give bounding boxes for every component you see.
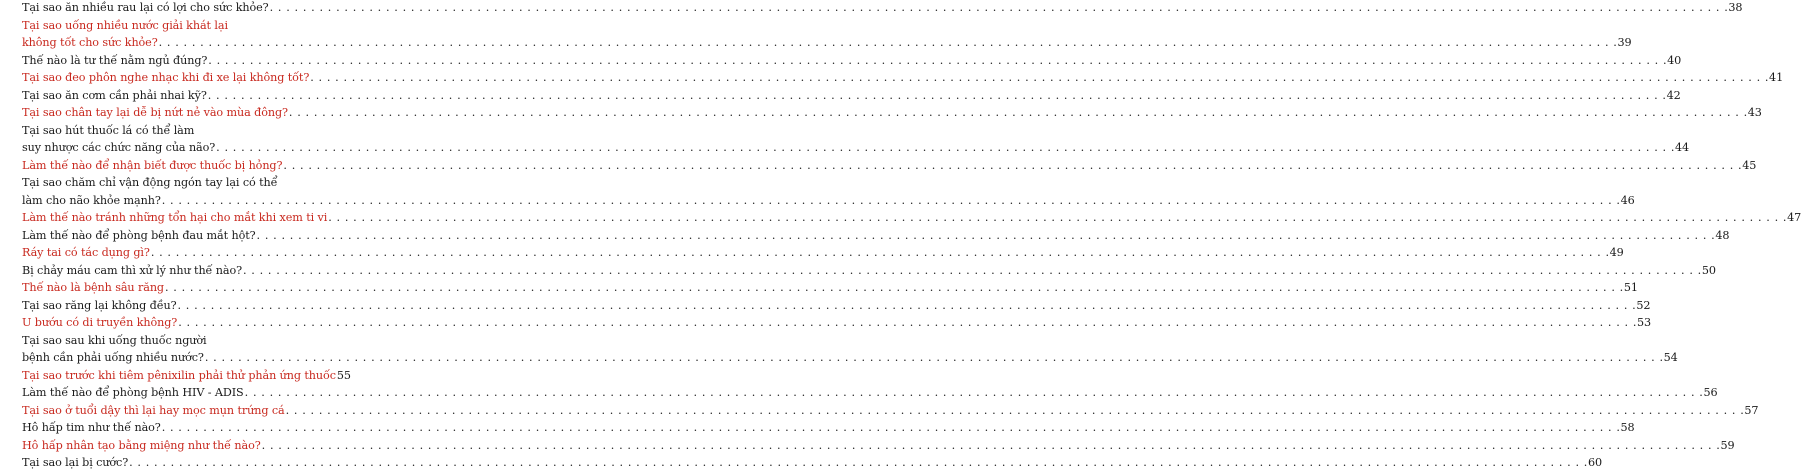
toc-entry-line bbox=[22, 174, 348, 192]
toc-page-number: 60 bbox=[1587, 456, 1602, 469]
toc-entry-title: Tại sao chân tay lại dễ bị nứt nẻ vào mùa đông? bbox=[22, 106, 288, 119]
toc-dot-leader bbox=[245, 384, 1704, 402]
toc-entry bbox=[22, 157, 1757, 175]
toc-dot-leader bbox=[328, 209, 1787, 227]
toc-entry-title: Làm thế nào để nhận biết được thuốc bị hỏng? bbox=[22, 158, 283, 172]
toc-page-number: 50 bbox=[1701, 263, 1716, 277]
toc-entry-last-line bbox=[22, 367, 351, 385]
toc-dot-leader bbox=[283, 157, 1742, 175]
toc-page-number: 38 bbox=[1728, 1, 1743, 14]
toc-dot-leader bbox=[162, 419, 1621, 437]
toc-entry-title: Làm thế nào để phòng bệnh HIV - ADIS bbox=[22, 386, 244, 399]
toc-entry-title: Làm thế nào tránh những tổn hại cho mắt khi xem ti vi bbox=[22, 211, 328, 224]
toc-dot-leader bbox=[310, 69, 1769, 87]
toc-entry-title: Ráy tai có tác dụng gì? bbox=[22, 246, 150, 259]
toc-entry-last-line bbox=[22, 437, 1735, 455]
toc-entry bbox=[22, 174, 1635, 209]
toc-page-number: 48 bbox=[1715, 228, 1730, 242]
toc-entry-title: Tại sao ăn cơm cần phải nhai kỹ? bbox=[22, 88, 207, 102]
toc-entry-last-line bbox=[22, 0, 1743, 17]
toc-page-number: 49 bbox=[1609, 246, 1624, 259]
toc-dot-leader bbox=[286, 402, 1745, 420]
toc-entry bbox=[22, 104, 1762, 122]
toc-entry-title: Tại sao hút thuốc lá có thể làm bbox=[22, 123, 195, 137]
toc-entry-title: Tại sao chăm chỉ vận động ngón tay lại có thể bbox=[22, 176, 278, 189]
toc-entry bbox=[22, 209, 1801, 227]
toc-entry bbox=[22, 227, 1730, 245]
toc-dot-leader bbox=[162, 192, 1621, 210]
toc-entry-title: bệnh cần phải uống nhiều nước? bbox=[22, 351, 204, 364]
toc-entry-title: Hô hấp nhân tạo bằng miệng như thế nào? bbox=[22, 438, 261, 452]
toc-dot-leader bbox=[151, 244, 1610, 262]
toc-entry bbox=[22, 402, 1759, 420]
toc-entry-last-line bbox=[22, 104, 1762, 122]
toc-dot-leader bbox=[257, 227, 1716, 245]
toc-entry-title: Bị chảy máu cam thì xử lý như thế nào? bbox=[22, 263, 242, 277]
toc-entry-title: Tại sao trước khi tiêm pênixilin phải thử phản ứng thuốc bbox=[22, 368, 336, 382]
toc-entry-last-line bbox=[22, 279, 1638, 297]
toc-dot-leader bbox=[216, 139, 1675, 157]
toc-entry bbox=[22, 244, 1624, 262]
toc-entry-title: Tại sao uống nhiều nước giải khát lại bbox=[22, 18, 228, 32]
toc-entry bbox=[22, 437, 1735, 455]
toc-entry-last-line bbox=[22, 262, 1716, 280]
toc-page-number: 51 bbox=[1623, 281, 1638, 294]
toc-entry-last-line bbox=[22, 297, 1651, 315]
toc-dot-leader bbox=[289, 104, 1748, 122]
toc-entry bbox=[22, 367, 351, 385]
toc-entry-last-line bbox=[22, 157, 1757, 175]
toc-page-number: 45 bbox=[1742, 158, 1757, 172]
toc-page-number: 47 bbox=[1787, 211, 1801, 224]
toc-page-number: 58 bbox=[1620, 421, 1635, 434]
toc-entry-title: Thế nào là tư thế nằm ngủ đúng? bbox=[22, 53, 208, 67]
toc-dot-leader bbox=[243, 262, 1702, 280]
toc-entry bbox=[22, 314, 1652, 332]
toc-page-number: 55 bbox=[336, 368, 351, 382]
toc-entry bbox=[22, 297, 1651, 315]
toc-entry-last-line bbox=[22, 384, 1718, 402]
toc-entry-title: làm cho não khỏe mạnh? bbox=[22, 193, 161, 207]
toc-entry-title: không tốt cho sức khỏe? bbox=[22, 36, 158, 49]
toc-entry-title: Tại sao sau khi uống thuốc người bbox=[22, 333, 207, 347]
toc-entry bbox=[22, 384, 1718, 402]
toc-page-number: 53 bbox=[1637, 316, 1652, 329]
toc-entry-last-line bbox=[22, 314, 1652, 332]
toc-page-number: 59 bbox=[1720, 438, 1735, 452]
toc-page-number: 44 bbox=[1674, 141, 1690, 154]
toc-entry-last-line bbox=[22, 349, 1678, 367]
toc-page-number: 52 bbox=[1636, 298, 1651, 312]
toc-page-number: 39 bbox=[1617, 36, 1632, 49]
toc-entry-last-line bbox=[22, 419, 1635, 437]
toc-dot-leader bbox=[178, 314, 1637, 332]
toc-entry-line bbox=[22, 122, 348, 140]
toc-entry-title: suy nhược các chức năng của não? bbox=[22, 141, 216, 154]
toc-dot-leader bbox=[270, 0, 1729, 17]
toc-entry-last-line bbox=[22, 87, 1681, 105]
toc-entry-title: Tại sao đeo phôn nghe nhạc khi đi xe lại không tốt? bbox=[22, 71, 310, 84]
toc-dot-leader bbox=[165, 279, 1624, 297]
toc-entry-title: Tại sao ăn nhiều rau lại có lợi cho sức khỏe? bbox=[22, 1, 269, 14]
toc-entry bbox=[22, 17, 1632, 52]
toc-entry-last-line bbox=[22, 209, 1801, 227]
toc-dot-leader bbox=[262, 437, 1721, 455]
toc-page-number: 41 bbox=[1769, 71, 1784, 84]
toc-dot-leader bbox=[208, 87, 1667, 105]
toc-entry-last-line bbox=[22, 227, 1730, 245]
toc-entry-line bbox=[22, 332, 348, 350]
toc-entry-last-line bbox=[22, 69, 1784, 87]
toc-entry-title: U bướu có di truyền không? bbox=[22, 316, 178, 329]
toc-entry-title: Tại sao răng lại không đều? bbox=[22, 298, 177, 312]
toc-list bbox=[22, 0, 1801, 472]
toc-entry-last-line bbox=[22, 192, 1635, 210]
toc-entry-title: Tại sao lại bị cước? bbox=[22, 456, 129, 469]
toc-entry-title: Làm thế nào để phòng bệnh đau mắt hột? bbox=[22, 228, 256, 242]
toc-entry-line bbox=[22, 17, 348, 35]
toc-entry-last-line bbox=[22, 244, 1624, 262]
toc-page-number: 56 bbox=[1703, 386, 1718, 399]
toc-entry-last-line bbox=[22, 454, 1602, 472]
toc-dot-leader bbox=[177, 297, 1636, 315]
toc-page-number: 40 bbox=[1667, 53, 1682, 67]
toc-entry bbox=[22, 419, 1635, 437]
toc-page-number: 42 bbox=[1666, 88, 1681, 102]
toc-page-number: 57 bbox=[1744, 403, 1759, 417]
toc-entry bbox=[22, 87, 1681, 105]
toc-entry bbox=[22, 279, 1638, 297]
toc-entry-title: Thế nào là bệnh sâu răng bbox=[22, 281, 164, 294]
toc-entry bbox=[22, 122, 1690, 157]
toc-entry-title: Tại sao ở tuổi dậy thì lại hay mọc mụn trứng cá bbox=[22, 403, 285, 417]
toc-entry-title: Hô hấp tim như thế nào? bbox=[22, 421, 161, 434]
toc-dot-leader bbox=[205, 349, 1664, 367]
toc-entry bbox=[22, 332, 1678, 367]
toc-entry-last-line bbox=[22, 139, 1690, 157]
toc-entry bbox=[22, 69, 1784, 87]
toc-dot-leader bbox=[129, 454, 1588, 472]
toc-entry bbox=[22, 0, 1743, 17]
toc-page-number: 43 bbox=[1747, 106, 1762, 119]
toc-entry-last-line bbox=[22, 402, 1759, 420]
toc-entry bbox=[22, 454, 1602, 472]
toc-entry-last-line bbox=[22, 52, 1682, 70]
toc-entry bbox=[22, 262, 1716, 280]
toc-page-number: 54 bbox=[1663, 351, 1678, 364]
toc-page-number: 46 bbox=[1620, 193, 1635, 207]
toc-dot-leader bbox=[208, 52, 1667, 70]
toc-entry-last-line bbox=[22, 34, 1632, 52]
toc-dot-leader bbox=[159, 34, 1618, 52]
toc-entry bbox=[22, 52, 1682, 70]
